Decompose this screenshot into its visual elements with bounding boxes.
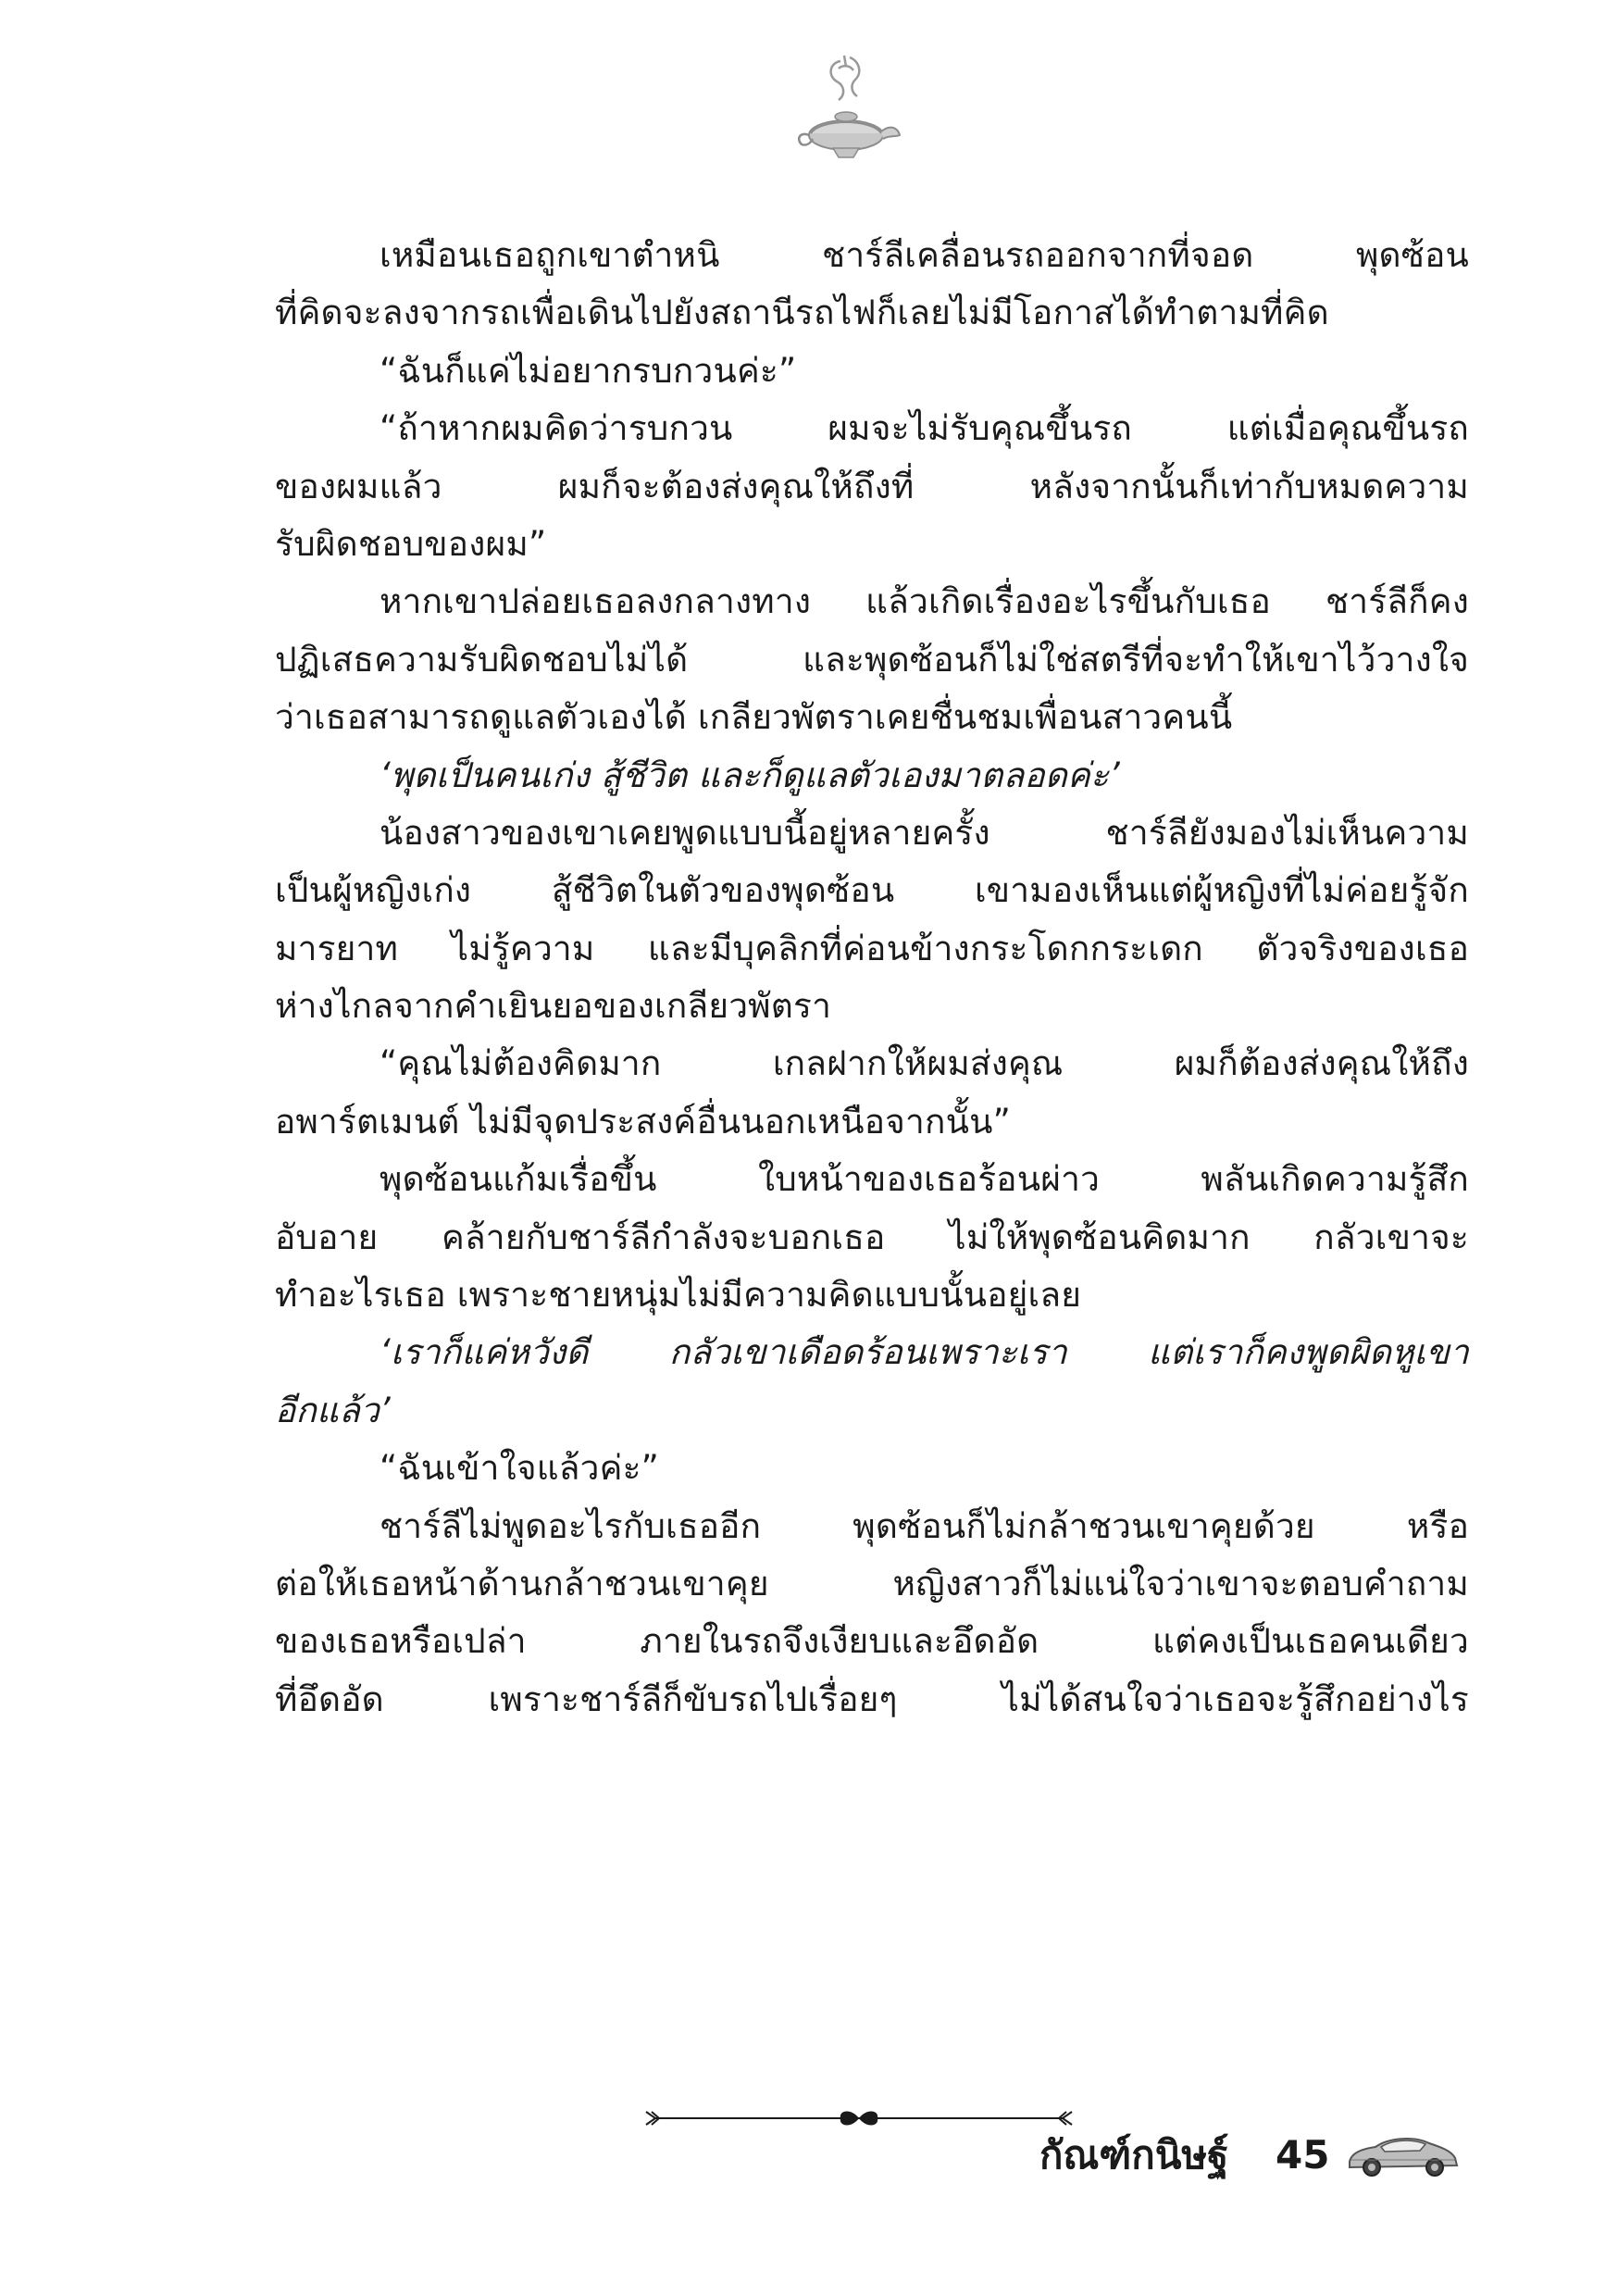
- paragraph-line: พุดซ้อนแก้มเรื่อขึ้น ใบหน้าของเธอร้อนผ่าว พลันเกิดความรู้สึก: [380, 1159, 1469, 1200]
- paragraph-line: อับอาย คล้ายกับชาร์ลีกำลังจะบอกเธอ ไม่ให้พุดซ้อนคิดมาก กลัวเขาจะ: [275, 1217, 1469, 1257]
- paragraph-line: มารยาท ไม่รู้ความ และมีบุคลิกที่ค่อนข้างกระโดกกระเดก ตัวจริงของเธอ: [275, 928, 1469, 968]
- paragraph-line: หากเขาปล่อยเธอลงกลางทาง แล้วเกิดเรื่องอะไรขึ้นกับเธอ ชาร์ลีก็คง: [380, 581, 1469, 622]
- paragraph-line: ห่างไกลจากคำเยินยอของเกลียวพัตรา: [275, 986, 832, 1027]
- paragraph-line: รับผิดชอบของผม”: [275, 523, 547, 564]
- thought-line: ‘เราก็แค่หวังดี กลัวเขาเดือดร้อนเพราะเรา แต่เราก็คงพูดผิดหูเขา: [380, 1332, 1469, 1373]
- paragraph-line: ชาร์ลีไม่พูดอะไรกับเธออีก พุดซ้อนก็ไม่กล้าชวนเขาคุยด้วย หรือ: [380, 1505, 1469, 1546]
- paragraph-line: ว่าเธอสามารถดูแลตัวเองได้ เกลียวพัตราเคยชื่นชมเพื่อนสาวคนนี้: [275, 697, 1233, 738]
- sports-car-icon: [1344, 2125, 1461, 2182]
- page-number: 45: [1276, 2132, 1330, 2177]
- paragraph-line: ของผมแล้ว ผมก็จะต้องส่งคุณให้ถึงที่ หลังจากนั้นก็เท่ากับหมดความ: [275, 466, 1469, 506]
- paragraph-line: ที่อึดอัด เพราะชาร์ลีก็ขับรถไปเรื่อยๆ ไม่ได้สนใจว่าเธอจะรู้สึกอย่างไร: [275, 1678, 1469, 1719]
- thought-line: ‘พุดเป็นคนเก่ง สู้ชีวิต และก็ดูแลตัวเองมาตลอดค่ะ’: [380, 755, 1120, 795]
- paragraph-line: เหมือนเธอถูกเขาตำหนิ ชาร์ลีเคลื่อนรถออกจากที่จอด พุดซ้อน: [380, 235, 1469, 275]
- paragraph-line: ที่คิดจะลงจากรถเพื่อเดินไปยังสถานีรถไฟก็เลยไม่มีโอกาสได้ทำตามที่คิด: [275, 293, 1329, 333]
- paragraph-line: ของเธอหรือเปล่า ภายในรถจึงเงียบและอึดอัด แต่คงเป็นเธอคนเดียว: [275, 1621, 1469, 1662]
- paragraph-line: อพาร์ตเมนต์ ไม่มีจุดประสงค์อื่นนอกเหนือจากนั้น”: [275, 1101, 1011, 1142]
- dialogue-line: “ฉันก็แค่ไม่อยากรบกวนค่ะ”: [380, 350, 797, 391]
- genie-lamp-icon: [792, 54, 903, 163]
- dialogue-line: “ถ้าหากผมคิดว่ารบกวน ผมจะไม่รับคุณขึ้นรถ แต่เมื่อคุณขึ้นรถ: [380, 408, 1469, 449]
- dialogue-line: “ฉันเข้าใจแล้วค่ะ”: [380, 1448, 660, 1489]
- paragraph-line: น้องสาวของเขาเคยพูดแบบนี้อยู่หลายครั้ง ชาร์ลียังมองไม่เห็นความ: [380, 812, 1469, 853]
- paragraph-line: เป็นผู้หญิงเก่ง สู้ชีวิตในตัวของพุดซ้อน เขามองเห็นแต่ผู้หญิงที่ไม่ค่อยรู้จัก: [275, 870, 1469, 911]
- paragraph-line: ต่อให้เธอหน้าด้านกล้าชวนเขาคุย หญิงสาวก็ไม่แน่ใจว่าเขาจะตอบคำถาม: [275, 1563, 1469, 1603]
- paragraph-line: ปฏิเสธความรับผิดชอบไม่ได้ และพุดซ้อนก็ไม่ใช่สตรีที่จะทำให้เขาไว้วางใจ: [275, 639, 1469, 680]
- dialogue-line: “คุณไม่ต้องคิดมาก เกลฝากให้ผมส่งคุณ ผมก็ต้องส่งคุณให้ถึง: [380, 1043, 1469, 1084]
- thought-line: อีกแล้ว’: [275, 1390, 391, 1430]
- author-name: กัณฑ์กนิษฐ์: [1039, 2132, 1229, 2177]
- body-text: [275, 227, 1469, 1728]
- paragraph-line: ทำอะไรเธอ เพราะชายหนุ่มไม่มีความคิดแบบนั้นอยู่เลย: [275, 1275, 1082, 1316]
- heart-divider-icon: [642, 2106, 1076, 2130]
